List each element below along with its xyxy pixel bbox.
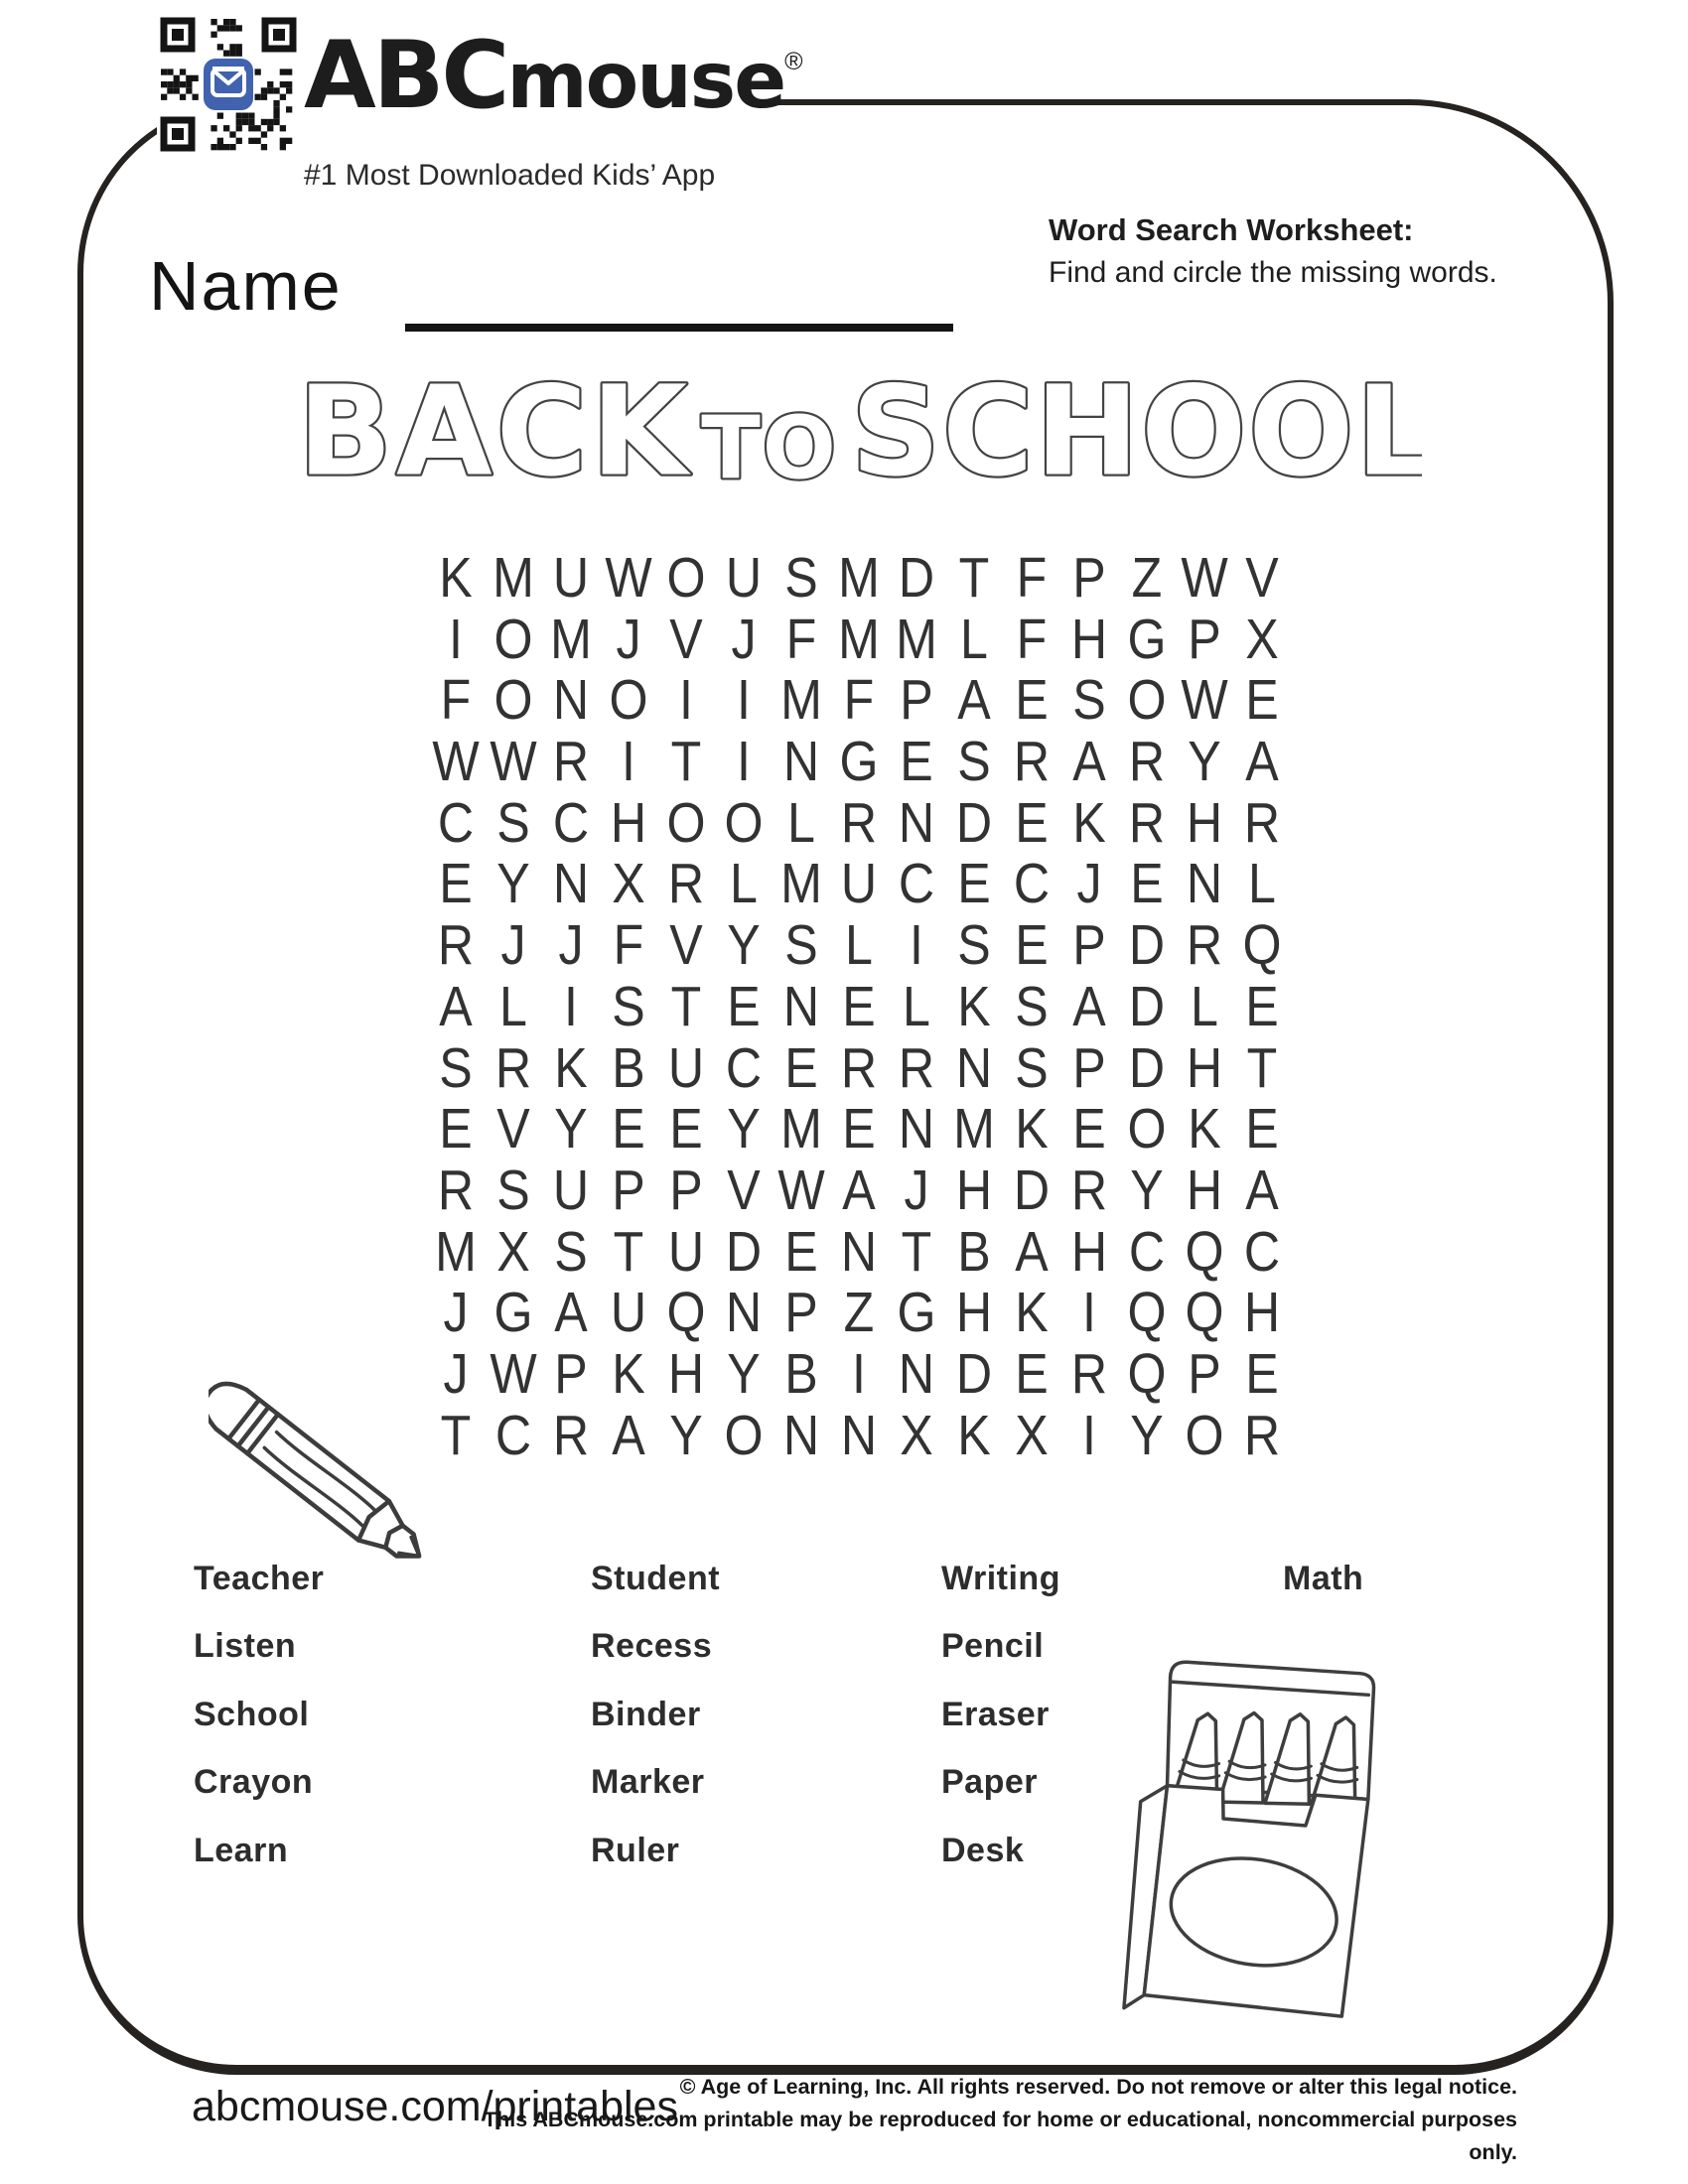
- grid-letter: V: [669, 607, 703, 671]
- grid-letter: E: [1015, 913, 1049, 978]
- grid-letter: K: [1015, 1097, 1049, 1161]
- grid-letter: E: [439, 1097, 473, 1161]
- grid-letter: L: [730, 852, 758, 916]
- grid-letter: X: [612, 852, 645, 916]
- grid-letter: K: [439, 546, 473, 610]
- grid-letter: W: [1181, 546, 1228, 610]
- title-word-back: BACK: [297, 359, 692, 504]
- word-bank-column: [591, 1545, 720, 1885]
- grid-letter: U: [552, 1158, 590, 1222]
- grid-letter: K: [957, 1403, 991, 1467]
- grid-letter: U: [667, 1035, 705, 1100]
- footer-legal: [465, 2071, 1517, 2169]
- grid-row: [427, 1405, 1291, 1466]
- grid-letter: O: [724, 1403, 764, 1467]
- grid-letter: R: [898, 1035, 935, 1100]
- word-bank-item: Math: [1283, 1559, 1364, 1597]
- grid-letter: E: [1130, 852, 1164, 916]
- grid-letter: D: [955, 790, 993, 855]
- grid-letter: S: [554, 1219, 588, 1284]
- grid-letter: D: [1128, 913, 1166, 978]
- grid-letter: E: [842, 974, 876, 1038]
- grid-letter: R: [437, 1158, 475, 1222]
- grid-letter: E: [842, 1097, 876, 1161]
- grid-letter: K: [1015, 1281, 1049, 1345]
- grid-letter: F: [613, 913, 644, 978]
- word-bank-item: Learn: [194, 1831, 289, 1869]
- grid-letter: P: [900, 668, 933, 733]
- grid-letter: P: [669, 1158, 703, 1222]
- title-word-to: TO: [701, 397, 838, 499]
- footer-legal-line1: © Age of Learning, Inc. All rights reserved. Do not remove or alter this legal notice.: [679, 2075, 1517, 2099]
- grid-letter: A: [1245, 1158, 1279, 1222]
- grid-letter: R: [840, 790, 878, 855]
- grid-letter: E: [612, 1097, 645, 1161]
- pencil-illustration: [209, 1322, 516, 1580]
- grid-letter: W: [490, 730, 537, 794]
- grid-letter: N: [782, 1403, 820, 1467]
- grid-letter: M: [838, 607, 880, 671]
- grid-letter: T: [670, 974, 702, 1038]
- registered-trademark-symbol: ®: [784, 48, 803, 75]
- grid-row: [427, 731, 1291, 792]
- grid-letter: U: [552, 546, 590, 610]
- grid-letter: V: [496, 1097, 530, 1161]
- brand-header: [298, 8, 803, 192]
- grid-letter: D: [898, 546, 935, 610]
- grid-row: [427, 547, 1291, 609]
- grid-letter: D: [725, 1219, 763, 1284]
- grid-letter: E: [1245, 668, 1279, 733]
- grid-letter: I: [449, 607, 463, 671]
- grid-letter: C: [437, 790, 475, 855]
- grid-letter: M: [780, 668, 822, 733]
- grid-letter: E: [784, 1219, 818, 1284]
- brand-name-mouse: mouse: [506, 37, 785, 126]
- grid-letter: X: [1245, 607, 1279, 671]
- grid-letter: Y: [669, 1403, 703, 1467]
- grid-letter: O: [609, 668, 648, 733]
- grid-letter: D: [1128, 974, 1166, 1038]
- grid-letter: K: [957, 974, 991, 1038]
- word-bank-item: Binder: [591, 1695, 701, 1733]
- word-search-grid: [427, 547, 1291, 1465]
- grid-letter: C: [898, 852, 935, 916]
- grid-letter: I: [679, 668, 693, 733]
- grid-letter: N: [552, 852, 590, 916]
- grid-row: [427, 792, 1291, 854]
- grid-row: [427, 914, 1291, 976]
- grid-letter: K: [1072, 790, 1106, 855]
- grid-letter: S: [612, 974, 645, 1038]
- grid-letter: J: [616, 607, 641, 671]
- grid-letter: L: [960, 607, 988, 671]
- word-bank-item: Recess: [591, 1627, 713, 1666]
- word-bank-column: [1283, 1545, 1363, 1613]
- grid-letter: P: [784, 1281, 818, 1345]
- grid-letter: A: [957, 668, 991, 733]
- grid-letter: J: [558, 913, 584, 978]
- grid-letter: T: [901, 1219, 932, 1284]
- grid-letter: Y: [727, 1341, 761, 1406]
- grid-letter: H: [955, 1281, 993, 1345]
- grid-letter: J: [904, 1158, 929, 1222]
- grid-letter: R: [552, 730, 590, 794]
- grid-letter: Z: [843, 1281, 875, 1345]
- grid-row: [427, 609, 1291, 670]
- grid-letter: H: [1070, 1219, 1108, 1284]
- grid-letter: C: [552, 790, 590, 855]
- grid-letter: E: [1245, 974, 1279, 1038]
- grid-letter: N: [898, 1341, 935, 1406]
- grid-letter: L: [787, 790, 815, 855]
- grid-letter: L: [1248, 852, 1276, 916]
- grid-letter: U: [667, 1219, 705, 1284]
- grid-letter: K: [1188, 1097, 1221, 1161]
- grid-letter: A: [554, 1281, 588, 1345]
- grid-letter: D: [1128, 1035, 1166, 1100]
- grid-letter: N: [552, 668, 590, 733]
- grid-letter: E: [1015, 790, 1049, 855]
- worksheet-info: [1049, 210, 1535, 292]
- grid-letter: L: [903, 974, 930, 1038]
- grid-letter: C: [1128, 1219, 1166, 1284]
- grid-letter: Q: [1127, 1281, 1167, 1345]
- footer-url: abcmouse.com/printables: [192, 2083, 678, 2130]
- grid-letter: B: [784, 1341, 818, 1406]
- grid-letter: N: [840, 1403, 878, 1467]
- grid-row: [427, 1098, 1291, 1160]
- grid-letter: R: [494, 1035, 532, 1100]
- grid-letter: E: [1245, 1341, 1279, 1406]
- grid-letter: O: [493, 607, 533, 671]
- grid-letter: S: [1015, 1035, 1049, 1100]
- grid-letter: I: [737, 668, 751, 733]
- grid-letter: R: [840, 1035, 878, 1100]
- grid-letter: A: [439, 974, 473, 1038]
- grid-row: [427, 1221, 1291, 1283]
- grid-letter: U: [725, 546, 763, 610]
- grid-letter: F: [440, 668, 472, 733]
- grid-letter: Y: [1188, 730, 1221, 794]
- grid-letter: J: [443, 1341, 469, 1406]
- grid-letter: I: [910, 913, 923, 978]
- grid-letter: N: [898, 1097, 935, 1161]
- grid-letter: Y: [1130, 1158, 1164, 1222]
- worksheet-type-title: Word Search Worksheet:: [1049, 212, 1414, 247]
- word-bank-item: Student: [591, 1559, 721, 1597]
- grid-letter: N: [840, 1219, 878, 1284]
- grid-letter: Q: [1185, 1219, 1224, 1284]
- grid-letter: G: [493, 1281, 533, 1345]
- grid-letter: S: [1015, 974, 1049, 1038]
- grid-letter: J: [731, 607, 757, 671]
- grid-letter: M: [896, 607, 937, 671]
- grid-letter: E: [1245, 1097, 1279, 1161]
- grid-row: [427, 1343, 1291, 1405]
- grid-letter: S: [496, 790, 530, 855]
- word-bank-column: [194, 1545, 324, 1885]
- grid-letter: A: [1015, 1219, 1049, 1284]
- grid-letter: E: [1015, 1341, 1049, 1406]
- grid-letter: K: [612, 1341, 645, 1406]
- brand-tagline: #1 Most Downloaded Kids’ App: [304, 159, 716, 192]
- grid-letter: W: [777, 1158, 825, 1222]
- word-bank-item: Pencil: [941, 1627, 1045, 1666]
- qr-code-graphic: [157, 12, 300, 157]
- grid-letter: R: [552, 1403, 590, 1467]
- grid-letter: R: [1186, 913, 1223, 978]
- grid-letter: A: [1072, 730, 1106, 794]
- grid-letter: S: [784, 546, 818, 610]
- grid-letter: C: [1243, 1219, 1281, 1284]
- grid-row: [427, 669, 1291, 731]
- grid-letter: M: [838, 546, 880, 610]
- grid-letter: J: [500, 913, 526, 978]
- grid-letter: P: [1188, 607, 1221, 671]
- grid-letter: E: [669, 1097, 703, 1161]
- grid-letter: Q: [666, 1281, 706, 1345]
- grid-letter: O: [1127, 668, 1167, 733]
- grid-letter: N: [955, 1035, 993, 1100]
- grid-letter: V: [727, 1158, 761, 1222]
- grid-letter: C: [1013, 852, 1051, 916]
- grid-letter: O: [493, 668, 533, 733]
- grid-letter: J: [1076, 852, 1102, 916]
- grid-letter: L: [1191, 974, 1218, 1038]
- grid-row: [427, 1160, 1291, 1221]
- word-bank-item: Writing: [941, 1559, 1060, 1597]
- grid-letter: W: [1181, 668, 1228, 733]
- grid-letter: N: [725, 1281, 763, 1345]
- word-bank-item: Eraser: [941, 1695, 1050, 1733]
- grid-letter: N: [898, 790, 935, 855]
- grid-letter: F: [1016, 607, 1048, 671]
- grid-letter: C: [725, 1035, 763, 1100]
- grid-letter: H: [667, 1341, 705, 1406]
- qr-code: [157, 12, 300, 157]
- grid-letter: F: [843, 668, 875, 733]
- grid-letter: L: [845, 913, 873, 978]
- grid-letter: N: [782, 730, 820, 794]
- grid-letter: T: [670, 730, 702, 794]
- grid-letter: O: [724, 790, 764, 855]
- grid-letter: X: [496, 1219, 530, 1284]
- grid-letter: L: [499, 974, 527, 1038]
- grid-letter: E: [784, 1035, 818, 1100]
- grid-letter: B: [612, 1035, 645, 1100]
- grid-letter: O: [666, 790, 706, 855]
- word-bank-column: [941, 1545, 1060, 1885]
- grid-letter: O: [1127, 1097, 1167, 1161]
- grid-letter: I: [1082, 1403, 1096, 1467]
- name-blank-line: [405, 324, 953, 332]
- word-bank-item: Marker: [591, 1763, 705, 1802]
- grid-letter: R: [437, 913, 475, 978]
- grid-letter: S: [784, 913, 818, 978]
- grid-letter: C: [494, 1403, 532, 1467]
- grid-letter: P: [1072, 1035, 1106, 1100]
- word-bank-item: Teacher: [194, 1559, 325, 1597]
- grid-letter: E: [900, 730, 933, 794]
- grid-letter: M: [780, 1097, 822, 1161]
- grid-letter: W: [490, 1341, 537, 1406]
- grid-letter: H: [1243, 1281, 1281, 1345]
- grid-letter: O: [666, 546, 706, 610]
- grid-letter: H: [610, 790, 647, 855]
- grid-letter: Z: [1131, 546, 1163, 610]
- name-label: Name: [149, 247, 343, 325]
- word-bank-item: School: [194, 1695, 310, 1733]
- grid-letter: M: [780, 852, 822, 916]
- grid-letter: E: [439, 852, 473, 916]
- grid-letter: B: [957, 1219, 991, 1284]
- grid-letter: T: [613, 1219, 644, 1284]
- grid-letter: F: [785, 607, 817, 671]
- grid-letter: P: [1072, 546, 1106, 610]
- grid-letter: G: [1127, 607, 1167, 671]
- abcmouse-app-icon: [204, 59, 253, 110]
- grid-letter: R: [1128, 730, 1166, 794]
- grid-letter: A: [1072, 974, 1106, 1038]
- grid-letter: M: [435, 1219, 477, 1284]
- footer-legal-line2: This ABCmouse.com printable may be reproduced for home or educational, noncommercial purposes only.: [484, 2108, 1517, 2164]
- grid-letter: H: [1186, 1035, 1223, 1100]
- grid-letter: Y: [554, 1097, 588, 1161]
- grid-letter: T: [440, 1403, 472, 1467]
- crayon-box-illustration: [1097, 1613, 1410, 2040]
- grid-letter: R: [1070, 1158, 1108, 1222]
- grid-letter: I: [622, 730, 635, 794]
- grid-letter: S: [957, 913, 991, 978]
- grid-letter: H: [1186, 790, 1223, 855]
- word-bank-item: Desk: [941, 1831, 1025, 1869]
- worksheet-instructions: Find and circle the missing words.: [1049, 256, 1497, 289]
- grid-letter: Y: [727, 913, 761, 978]
- grid-letter: N: [1186, 852, 1223, 916]
- grid-row: [427, 976, 1291, 1037]
- grid-letter: Q: [1242, 913, 1282, 978]
- word-bank-item: Crayon: [194, 1763, 314, 1802]
- grid-letter: U: [610, 1281, 647, 1345]
- grid-letter: A: [842, 1158, 876, 1222]
- grid-letter: Y: [727, 1097, 761, 1161]
- grid-letter: W: [605, 546, 652, 610]
- grid-letter: S: [496, 1158, 530, 1222]
- grid-letter: R: [1013, 730, 1051, 794]
- word-bank-item: Ruler: [591, 1831, 680, 1869]
- grid-letter: K: [554, 1035, 588, 1100]
- grid-letter: P: [612, 1158, 645, 1222]
- grid-letter: E: [1015, 668, 1049, 733]
- grid-letter: I: [737, 730, 751, 794]
- grid-row: [427, 1282, 1291, 1343]
- grid-letter: X: [900, 1403, 933, 1467]
- grid-letter: S: [439, 1035, 473, 1100]
- grid-letter: U: [840, 852, 878, 916]
- grid-letter: E: [1072, 1097, 1106, 1161]
- grid-letter: E: [727, 974, 761, 1038]
- grid-letter: Y: [1130, 1403, 1164, 1467]
- grid-letter: I: [564, 974, 578, 1038]
- word-bank-item: Listen: [194, 1627, 297, 1666]
- grid-letter: H: [955, 1158, 993, 1222]
- puzzle-title: [280, 353, 1422, 510]
- grid-letter: P: [1188, 1341, 1221, 1406]
- grid-letter: I: [852, 1341, 866, 1406]
- grid-letter: H: [1186, 1158, 1223, 1222]
- title-word-school: SCHOOL: [851, 359, 1422, 504]
- grid-letter: R: [1070, 1341, 1108, 1406]
- grid-letter: R: [1243, 790, 1281, 855]
- grid-letter: P: [1072, 913, 1106, 978]
- grid-letter: N: [782, 974, 820, 1038]
- grid-letter: H: [1070, 607, 1108, 671]
- grid-letter: O: [1185, 1403, 1224, 1467]
- grid-letter: Y: [496, 852, 530, 916]
- grid-letter: Q: [1127, 1341, 1167, 1406]
- grid-letter: A: [612, 1403, 645, 1467]
- grid-letter: R: [1243, 1403, 1281, 1467]
- word-bank-item: Paper: [941, 1763, 1038, 1802]
- grid-letter: P: [554, 1341, 588, 1406]
- grid-letter: E: [957, 852, 991, 916]
- grid-letter: G: [839, 730, 879, 794]
- grid-letter: W: [432, 730, 480, 794]
- grid-row: [427, 1037, 1291, 1099]
- grid-letter: M: [492, 546, 534, 610]
- grid-letter: R: [1128, 790, 1166, 855]
- grid-letter: R: [667, 852, 705, 916]
- grid-letter: T: [1246, 1035, 1278, 1100]
- grid-letter: S: [957, 730, 991, 794]
- grid-letter: M: [550, 607, 592, 671]
- grid-letter: I: [1082, 1281, 1096, 1345]
- grid-letter: S: [1072, 668, 1106, 733]
- grid-letter: V: [669, 913, 703, 978]
- grid-letter: G: [897, 1281, 936, 1345]
- grid-letter: J: [443, 1281, 469, 1345]
- brand-name-abc: ABC: [304, 22, 507, 130]
- grid-row: [427, 853, 1291, 914]
- grid-letter: F: [1016, 546, 1048, 610]
- grid-letter: D: [955, 1341, 993, 1406]
- grid-letter: Q: [1185, 1281, 1224, 1345]
- grid-letter: M: [953, 1097, 995, 1161]
- grid-letter: A: [1245, 730, 1279, 794]
- grid-letter: X: [1015, 1403, 1049, 1467]
- grid-letter: D: [1013, 1158, 1051, 1222]
- brand-name: [304, 8, 803, 157]
- grid-letter: T: [958, 546, 990, 610]
- grid-letter: V: [1245, 546, 1279, 610]
